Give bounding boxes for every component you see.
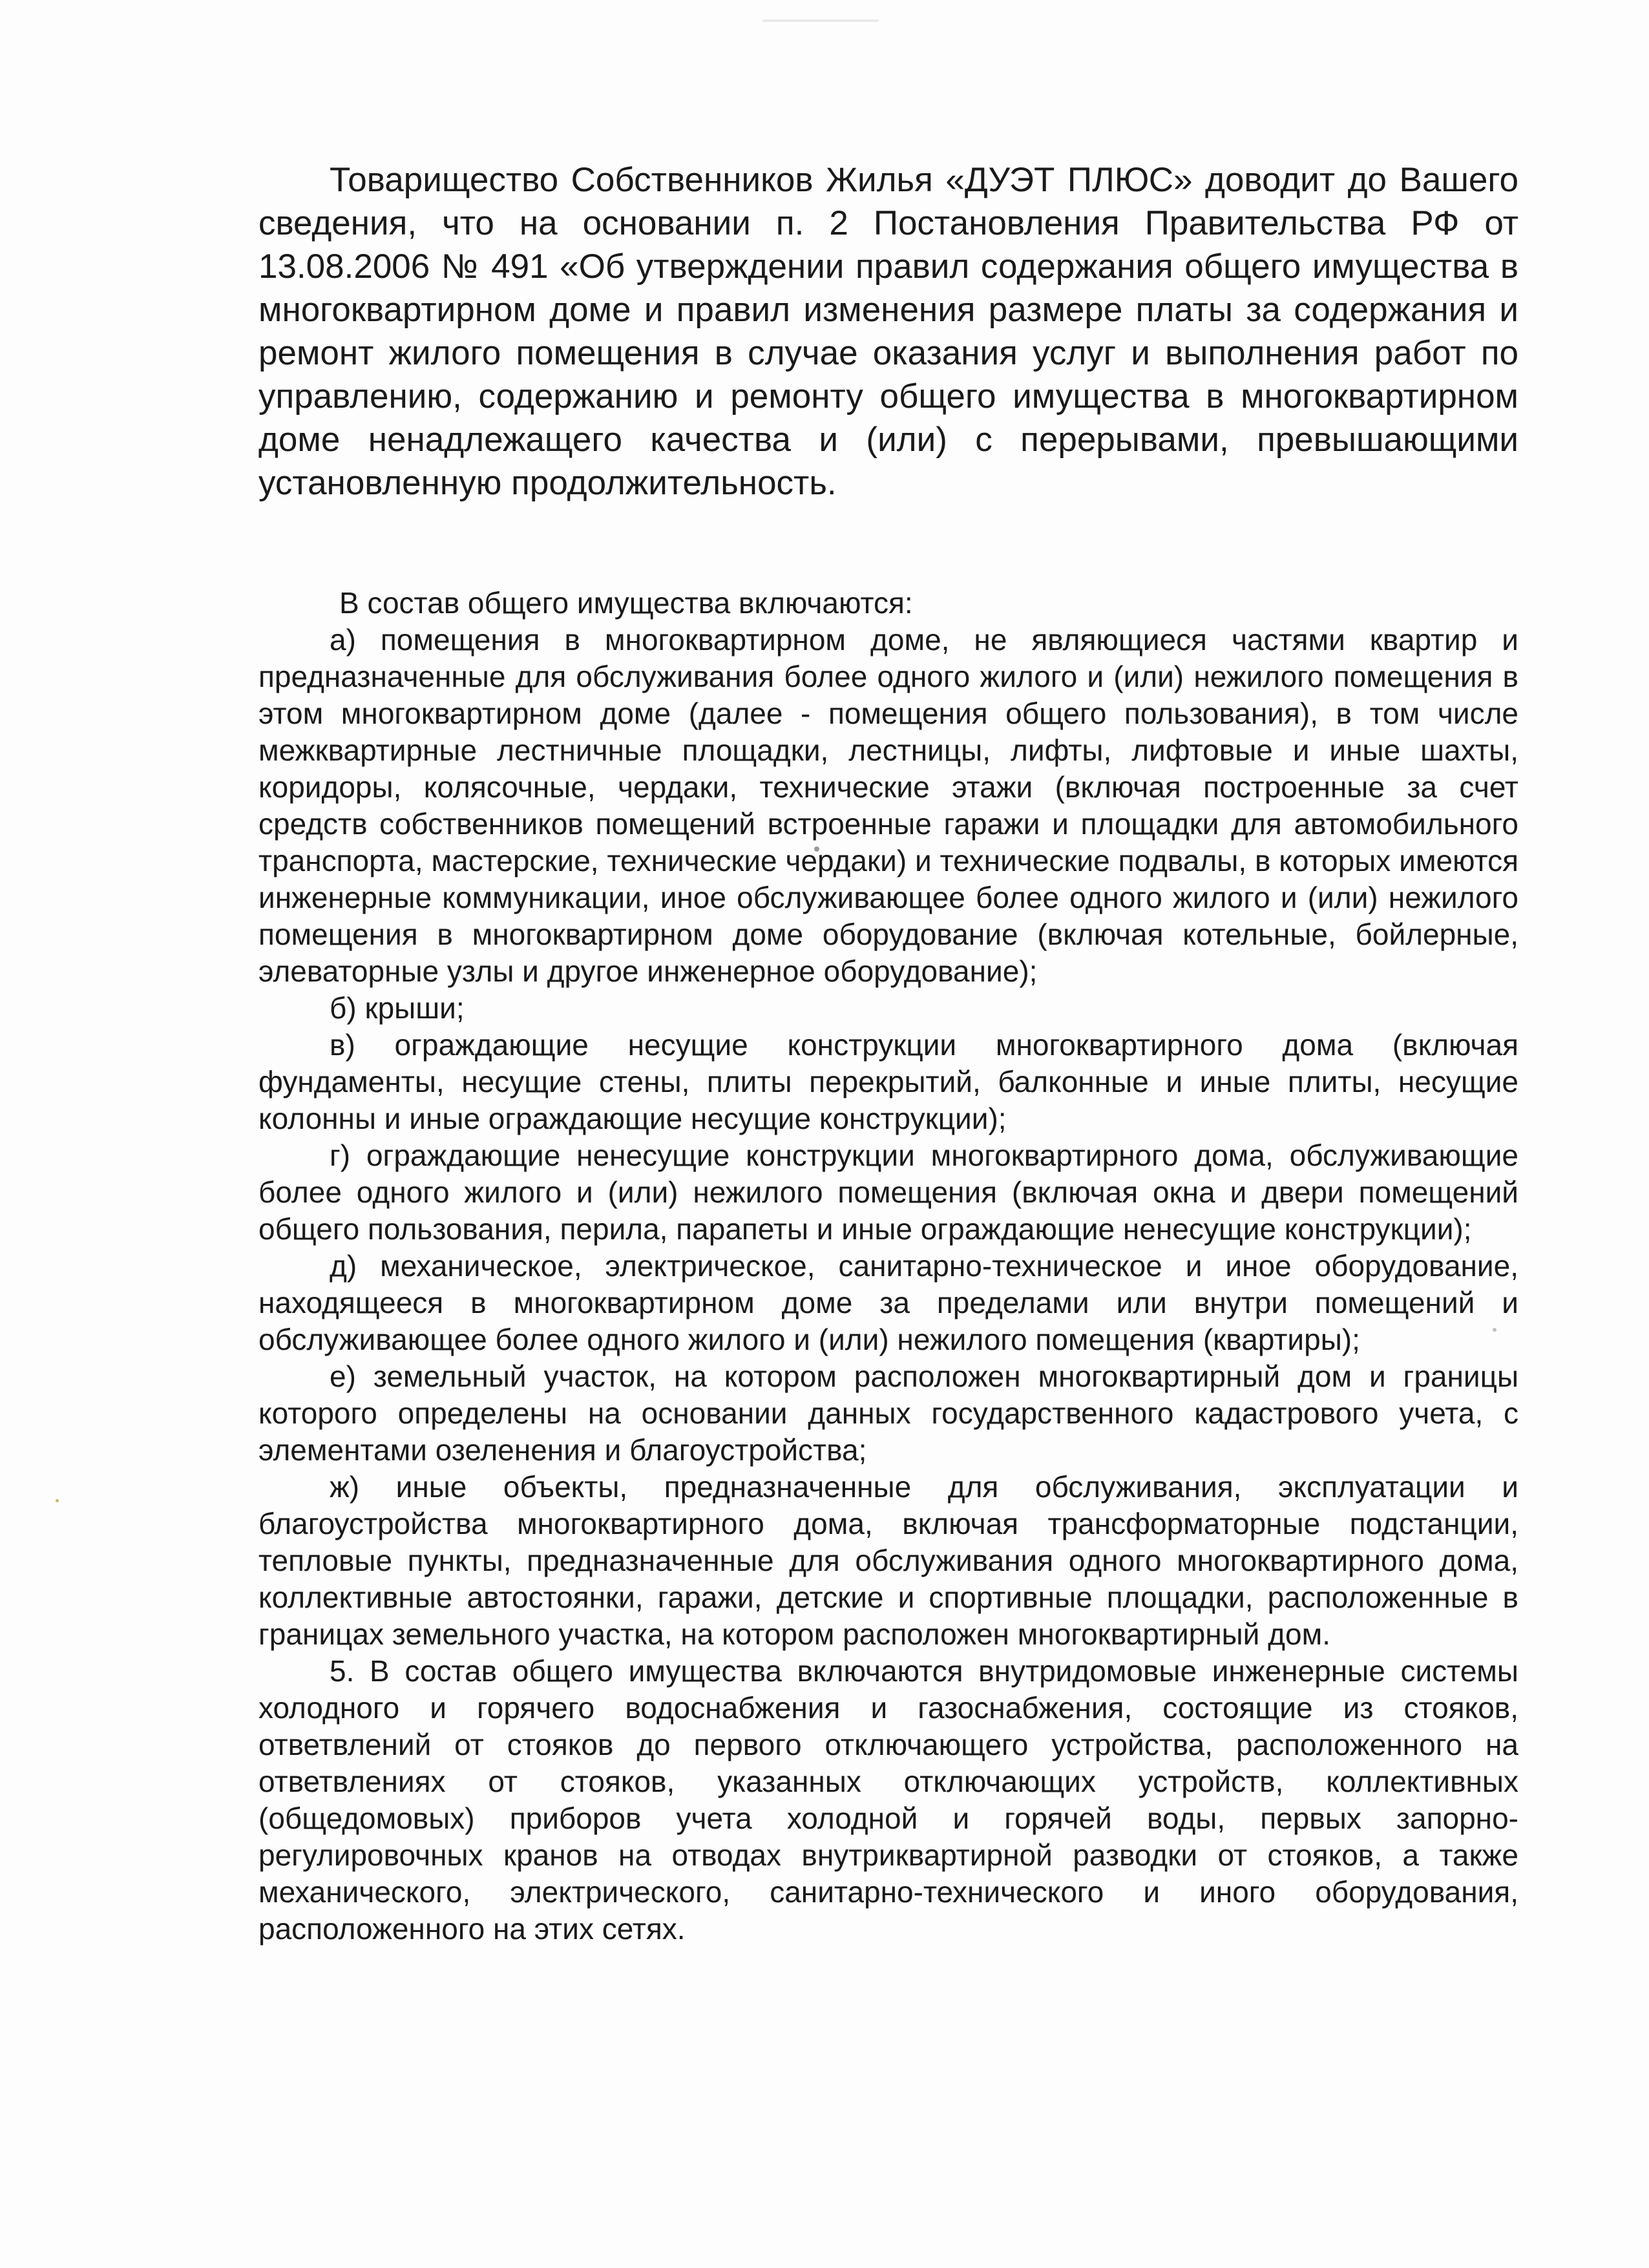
list-item: в) ограждающие несущие конструкции многоквартирного дома (включая фундаменты, несущие стены, плиты перекрытий, балконные и иные плиты, несущие колонны и иные ограждающие несущие конструкции); [258,1028,1518,1135]
list-item: г) ограждающие ненесущие конструкции многоквартирного дома, обслуживающие более одного жилого и (или) нежилого помещения (включая окна и двери помещений общего пользования, перила, парапеты и иные ограждающие ненесущие конструкции); [258,1139,1518,1246]
common-property-list [258,585,1518,1948]
list-item: б) крыши; [330,991,465,1025]
list-item: д) механическое, электрическое, санитарно-техническое и иное оборудование, находящееся в многоквартирном доме за пределами или внутри помещений и обслуживающее более одного жилого и (или) нежилого помещения (квартиры); [258,1249,1518,1356]
list-heading: В состав общего имущества включаются: [339,586,913,620]
list-item: а) помещения в многоквартирном доме, не являющиеся частями квартир и предназначенные для обслуживания более одного жилого и (или) нежилого помещения в этом многоквартирном доме (далее - помещения общего пользования), в том числе межквартирные лестничные площадки, лестницы, лифты, лифтовые и иные шахты, коридоры, колясочные, чердаки, технические этажи (включая построенные за счет средств собственников помещений встроенные гаражи и площадки для автомобильного транспорта, мастерские, технические чердаки) и технические подвалы, в которых имеются инженерные коммуникации, иное обслуживающее более одного жилого и (или) нежилого помещения в многоквартирном доме оборудование (включая котельные, бойлерные, элеваторные узлы и другое инженерное оборудование); [258,623,1518,988]
list-item: ж) иные объекты, предназначенные для обслуживания, эксплуатации и благоустройства многоквартирного дома, включая трансформаторные подстанции, тепловые пункты, предназначенные для обслуживания одного многоквартирного дома, коллективные автостоянки, гаражи, детские и спортивные площадки, расположенные в границах земельного участка, на котором расположен многоквартирный дом. [258,1470,1518,1651]
list-item: 5. В состав общего имущества включаются внутридомовые инженерные системы холодного и горячего водоснабжения и газоснабжения, состоящие из стояков, ответвлений от стояков до первого отключающего устройства, расположенного на ответвлениях от стояков, указанных отключающих устройств, коллективных (общедомовых) приборов учета холодной и горячей воды, первых запорно-регулировочных кранов на отводах внутриквартирной разводки от стояков, а также механического, электрического, санитарно-технического и иного оборудования, расположенного на этих сетях. [258,1654,1518,1946]
list-item: е) земельный участок, на котором расположен многоквартирный дом и границы которого определены на основании данных государственного кадастрового учета, с элементами озеленения и благоустройства; [258,1360,1518,1467]
intro-paragraph: Товарищество Собственников Жилья «ДУЭТ ПЛЮС» доводит до Вашего сведения, что на основании п. 2 Постановления Правительства РФ от 13.08.2006 № 491 «Об утверждении правил содержания общего имущества в многоквартирном доме и правил изменения размере платы за содержания и ремонт жилого помещения в случае оказания услуг и выполнения работ по управлению, содержанию и ремонту общего имущества в многоквартирном доме ненадлежащего качества и (или) с перерывами, превышающими установленную продолжительность. [258,161,1518,502]
scan-artifact [56,1499,59,1502]
scan-artifact [762,19,879,22]
